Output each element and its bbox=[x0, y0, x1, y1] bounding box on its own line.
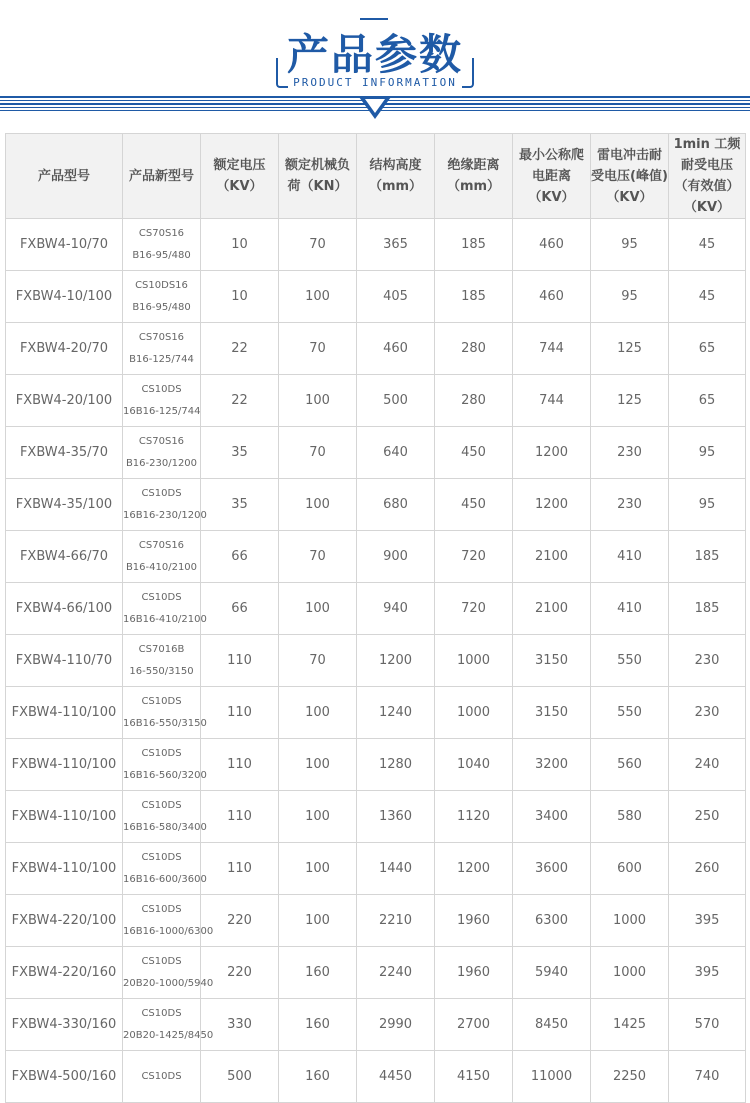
value-cell-creep: 8450 bbox=[513, 999, 591, 1051]
value-cell-h: 940 bbox=[357, 583, 435, 635]
value-cell-kv: 22 bbox=[201, 375, 279, 427]
model-cell: FXBW4-110/100 bbox=[6, 739, 123, 791]
column-header: 绝缘距离（mm） bbox=[435, 134, 513, 219]
value-cell-kn: 70 bbox=[279, 323, 357, 375]
new-model-cell bbox=[123, 947, 214, 999]
model-cell: FXBW4-66/70 bbox=[6, 531, 123, 583]
new-model-line: CS10DS bbox=[141, 955, 182, 967]
value-cell-imp: 410 bbox=[591, 583, 669, 635]
value-cell-ins: 185 bbox=[435, 219, 513, 271]
value-cell-kv: 110 bbox=[201, 843, 279, 895]
table-row bbox=[6, 895, 746, 947]
value-cell-pf: 395 bbox=[669, 895, 746, 947]
value-cell-kn: 100 bbox=[279, 479, 357, 531]
value-cell-creep: 744 bbox=[513, 375, 591, 427]
new-model-line: 16B16-1000/6300 bbox=[123, 925, 214, 937]
value-cell-kv: 10 bbox=[201, 219, 279, 271]
value-cell-h: 640 bbox=[357, 427, 435, 479]
new-model-cell bbox=[123, 479, 207, 531]
model-cell: FXBW4-110/100 bbox=[6, 843, 123, 895]
value-cell-imp: 550 bbox=[591, 687, 669, 739]
value-cell-imp: 95 bbox=[591, 219, 669, 271]
value-cell-imp: 580 bbox=[591, 791, 669, 843]
column-header: 结构高度（mm） bbox=[357, 134, 435, 219]
value-cell-kn: 100 bbox=[279, 791, 357, 843]
new-model-line: CS10DS bbox=[141, 1007, 182, 1019]
table-row bbox=[6, 1051, 746, 1103]
new-model-line: 16B16-230/1200 bbox=[123, 509, 207, 521]
model-cell: FXBW4-110/100 bbox=[6, 791, 123, 843]
model-cell: FXBW4-66/100 bbox=[6, 583, 123, 635]
value-cell-h: 1280 bbox=[357, 739, 435, 791]
value-cell-imp: 1000 bbox=[591, 895, 669, 947]
new-model-line: CS10DS bbox=[141, 799, 182, 811]
new-model-cell bbox=[123, 999, 214, 1051]
value-cell-ins: 720 bbox=[435, 583, 513, 635]
value-cell-h: 1360 bbox=[357, 791, 435, 843]
value-cell-h: 365 bbox=[357, 219, 435, 271]
table-row bbox=[6, 219, 746, 271]
value-cell-kn: 160 bbox=[279, 947, 357, 999]
value-cell-creep: 1200 bbox=[513, 427, 591, 479]
table-row bbox=[6, 375, 746, 427]
value-cell-kn: 100 bbox=[279, 687, 357, 739]
new-model-line: 16B16-580/3400 bbox=[123, 821, 207, 833]
value-cell-pf: 185 bbox=[669, 583, 746, 635]
new-model-line: CS10DS bbox=[141, 851, 182, 863]
value-cell-pf: 395 bbox=[669, 947, 746, 999]
value-cell-kn: 70 bbox=[279, 219, 357, 271]
new-model-line: B16-95/480 bbox=[132, 301, 191, 313]
value-cell-pf: 250 bbox=[669, 791, 746, 843]
value-cell-ins: 2700 bbox=[435, 999, 513, 1051]
value-cell-pf: 45 bbox=[669, 219, 746, 271]
new-model-line: B16-125/744 bbox=[129, 353, 194, 365]
table-body bbox=[6, 219, 746, 1103]
value-cell-pf: 95 bbox=[669, 427, 746, 479]
model-cell: FXBW4-220/100 bbox=[6, 895, 123, 947]
value-cell-kn: 100 bbox=[279, 843, 357, 895]
value-cell-ins: 1000 bbox=[435, 635, 513, 687]
value-cell-ins: 450 bbox=[435, 427, 513, 479]
new-model-line: 16-550/3150 bbox=[129, 665, 194, 677]
value-cell-ins: 1040 bbox=[435, 739, 513, 791]
model-cell: FXBW4-10/100 bbox=[6, 271, 123, 323]
table-row bbox=[6, 531, 746, 583]
value-cell-creep: 2100 bbox=[513, 531, 591, 583]
new-model-cell bbox=[123, 271, 201, 323]
value-cell-kn: 70 bbox=[279, 427, 357, 479]
value-cell-ins: 185 bbox=[435, 271, 513, 323]
new-model-cell bbox=[123, 843, 207, 895]
value-cell-kv: 66 bbox=[201, 531, 279, 583]
value-cell-ins: 1960 bbox=[435, 947, 513, 999]
column-header: 额定机械负荷（KN） bbox=[279, 134, 357, 219]
new-model-line: CS70S16 bbox=[138, 539, 185, 551]
new-model-line: CS7016B bbox=[138, 643, 185, 655]
new-model-cell bbox=[123, 791, 207, 843]
value-cell-imp: 560 bbox=[591, 739, 669, 791]
value-cell-ins: 1120 bbox=[435, 791, 513, 843]
new-model-line: 20B20-1000/5940 bbox=[123, 977, 214, 989]
table-row bbox=[6, 791, 746, 843]
new-model-line: CS70S16 bbox=[138, 227, 185, 239]
value-cell-pf: 240 bbox=[669, 739, 746, 791]
value-cell-h: 680 bbox=[357, 479, 435, 531]
table-row bbox=[6, 635, 746, 687]
table-header-row bbox=[6, 134, 746, 219]
value-cell-creep: 11000 bbox=[513, 1051, 591, 1103]
value-cell-pf: 570 bbox=[669, 999, 746, 1051]
value-cell-kv: 10 bbox=[201, 271, 279, 323]
page-header bbox=[0, 0, 750, 125]
value-cell-kn: 100 bbox=[279, 271, 357, 323]
new-model-line: CS10DS bbox=[141, 1070, 182, 1082]
value-cell-pf: 65 bbox=[669, 323, 746, 375]
new-model-line: 16B16-600/3600 bbox=[123, 873, 207, 885]
model-cell: FXBW4-20/100 bbox=[6, 375, 123, 427]
value-cell-ins: 4150 bbox=[435, 1051, 513, 1103]
new-model-line: CS10DS bbox=[141, 591, 182, 603]
value-cell-h: 1240 bbox=[357, 687, 435, 739]
value-cell-pf: 185 bbox=[669, 531, 746, 583]
new-model-line: CS10DS bbox=[141, 695, 182, 707]
value-cell-pf: 740 bbox=[669, 1051, 746, 1103]
new-model-line: CS10DS bbox=[141, 903, 182, 915]
value-cell-pf: 230 bbox=[669, 687, 746, 739]
value-cell-kv: 220 bbox=[201, 947, 279, 999]
table-row bbox=[6, 583, 746, 635]
value-cell-h: 1440 bbox=[357, 843, 435, 895]
value-cell-kv: 220 bbox=[201, 895, 279, 947]
title-decoration-line bbox=[360, 18, 388, 20]
value-cell-ins: 1960 bbox=[435, 895, 513, 947]
value-cell-creep: 6300 bbox=[513, 895, 591, 947]
value-cell-kn: 100 bbox=[279, 739, 357, 791]
value-cell-kv: 110 bbox=[201, 739, 279, 791]
new-model-line: B16-230/1200 bbox=[125, 457, 198, 469]
value-cell-imp: 125 bbox=[591, 375, 669, 427]
value-cell-h: 460 bbox=[357, 323, 435, 375]
model-cell: FXBW4-500/160 bbox=[6, 1051, 123, 1103]
new-model-line: CS70S16 bbox=[138, 331, 185, 343]
value-cell-imp: 1000 bbox=[591, 947, 669, 999]
column-header: 产品新型号 bbox=[123, 134, 201, 219]
new-model-cell bbox=[123, 1051, 201, 1103]
value-cell-pf: 65 bbox=[669, 375, 746, 427]
value-cell-h: 900 bbox=[357, 531, 435, 583]
new-model-cell bbox=[123, 687, 207, 739]
value-cell-kv: 110 bbox=[201, 687, 279, 739]
value-cell-imp: 1425 bbox=[591, 999, 669, 1051]
new-model-line: B16-410/2100 bbox=[125, 561, 198, 573]
value-cell-h: 2990 bbox=[357, 999, 435, 1051]
value-cell-ins: 280 bbox=[435, 323, 513, 375]
new-model-cell bbox=[123, 583, 207, 635]
value-cell-creep: 460 bbox=[513, 271, 591, 323]
value-cell-ins: 1000 bbox=[435, 687, 513, 739]
value-cell-creep: 3200 bbox=[513, 739, 591, 791]
new-model-line: CS10DS bbox=[141, 383, 182, 395]
new-model-cell bbox=[123, 219, 201, 271]
new-model-cell bbox=[123, 895, 214, 947]
value-cell-imp: 550 bbox=[591, 635, 669, 687]
table-row bbox=[6, 479, 746, 531]
table-row bbox=[6, 999, 746, 1051]
model-cell: FXBW4-110/100 bbox=[6, 687, 123, 739]
value-cell-kn: 100 bbox=[279, 895, 357, 947]
value-cell-kn: 160 bbox=[279, 999, 357, 1051]
value-cell-kv: 35 bbox=[201, 479, 279, 531]
table-row bbox=[6, 323, 746, 375]
value-cell-creep: 5940 bbox=[513, 947, 591, 999]
value-cell-kn: 70 bbox=[279, 531, 357, 583]
table-row bbox=[6, 271, 746, 323]
value-cell-pf: 260 bbox=[669, 843, 746, 895]
page-subtitle: PRODUCT INFORMATION bbox=[293, 76, 457, 89]
value-cell-imp: 125 bbox=[591, 323, 669, 375]
value-cell-imp: 2250 bbox=[591, 1051, 669, 1103]
new-model-line: 16B16-550/3150 bbox=[123, 717, 207, 729]
column-header: 1min 工频耐受电压（有效值）（KV） bbox=[669, 134, 746, 219]
model-cell: FXBW4-110/70 bbox=[6, 635, 123, 687]
model-cell: FXBW4-220/160 bbox=[6, 947, 123, 999]
new-model-cell bbox=[123, 375, 201, 427]
page-title: 产品参数 bbox=[286, 30, 463, 79]
value-cell-creep: 744 bbox=[513, 323, 591, 375]
new-model-cell bbox=[123, 739, 207, 791]
value-cell-creep: 460 bbox=[513, 219, 591, 271]
column-header: 雷电冲击耐受电压(峰值)（KV） bbox=[591, 134, 669, 219]
value-cell-creep: 2100 bbox=[513, 583, 591, 635]
new-model-line: CS10DS bbox=[141, 487, 182, 499]
model-cell: FXBW4-35/70 bbox=[6, 427, 123, 479]
down-triangle-inner bbox=[365, 99, 385, 113]
new-model-line: 16B16-410/2100 bbox=[123, 613, 207, 625]
new-model-line: 16B16-125/744 bbox=[123, 405, 201, 417]
value-cell-pf: 230 bbox=[669, 635, 746, 687]
value-cell-kv: 66 bbox=[201, 583, 279, 635]
new-model-line: 16B16-560/3200 bbox=[123, 769, 207, 781]
value-cell-creep: 3150 bbox=[513, 687, 591, 739]
value-cell-kn: 70 bbox=[279, 635, 357, 687]
value-cell-pf: 45 bbox=[669, 271, 746, 323]
value-cell-ins: 720 bbox=[435, 531, 513, 583]
model-cell: FXBW4-20/70 bbox=[6, 323, 123, 375]
new-model-cell bbox=[123, 427, 201, 479]
new-model-cell bbox=[123, 531, 201, 583]
value-cell-imp: 600 bbox=[591, 843, 669, 895]
value-cell-kv: 35 bbox=[201, 427, 279, 479]
table-row bbox=[6, 687, 746, 739]
value-cell-h: 1200 bbox=[357, 635, 435, 687]
value-cell-creep: 3600 bbox=[513, 843, 591, 895]
table-row bbox=[6, 427, 746, 479]
new-model-cell bbox=[123, 635, 201, 687]
value-cell-h: 405 bbox=[357, 271, 435, 323]
model-cell: FXBW4-10/70 bbox=[6, 219, 123, 271]
value-cell-creep: 3400 bbox=[513, 791, 591, 843]
new-model-line: B16-95/480 bbox=[132, 249, 191, 261]
value-cell-creep: 1200 bbox=[513, 479, 591, 531]
new-model-line: CS10DS16 bbox=[135, 279, 188, 291]
value-cell-imp: 410 bbox=[591, 531, 669, 583]
value-cell-imp: 230 bbox=[591, 427, 669, 479]
value-cell-imp: 230 bbox=[591, 479, 669, 531]
new-model-cell bbox=[123, 323, 201, 375]
value-cell-kv: 330 bbox=[201, 999, 279, 1051]
value-cell-h: 500 bbox=[357, 375, 435, 427]
value-cell-h: 2240 bbox=[357, 947, 435, 999]
model-cell: FXBW4-330/160 bbox=[6, 999, 123, 1051]
value-cell-h: 2210 bbox=[357, 895, 435, 947]
value-cell-kv: 500 bbox=[201, 1051, 279, 1103]
value-cell-kn: 100 bbox=[279, 375, 357, 427]
value-cell-ins: 280 bbox=[435, 375, 513, 427]
table-row bbox=[6, 947, 746, 999]
value-cell-kv: 110 bbox=[201, 791, 279, 843]
new-model-line: CS70S16 bbox=[138, 435, 185, 447]
value-cell-kn: 100 bbox=[279, 583, 357, 635]
value-cell-imp: 95 bbox=[591, 271, 669, 323]
value-cell-kn: 160 bbox=[279, 1051, 357, 1103]
column-header: 额定电压（KV） bbox=[201, 134, 279, 219]
value-cell-creep: 3150 bbox=[513, 635, 591, 687]
column-header: 产品型号 bbox=[6, 134, 123, 219]
new-model-line: 20B20-1425/8450 bbox=[123, 1029, 214, 1041]
value-cell-h: 4450 bbox=[357, 1051, 435, 1103]
parameter-table bbox=[5, 133, 746, 1103]
table-row bbox=[6, 739, 746, 791]
column-header: 最小公称爬电距离（KV） bbox=[513, 134, 591, 219]
model-cell: FXBW4-35/100 bbox=[6, 479, 123, 531]
value-cell-kv: 110 bbox=[201, 635, 279, 687]
value-cell-ins: 1200 bbox=[435, 843, 513, 895]
new-model-line: CS10DS bbox=[141, 747, 182, 759]
value-cell-pf: 95 bbox=[669, 479, 746, 531]
value-cell-ins: 450 bbox=[435, 479, 513, 531]
table-row bbox=[6, 843, 746, 895]
value-cell-kv: 22 bbox=[201, 323, 279, 375]
